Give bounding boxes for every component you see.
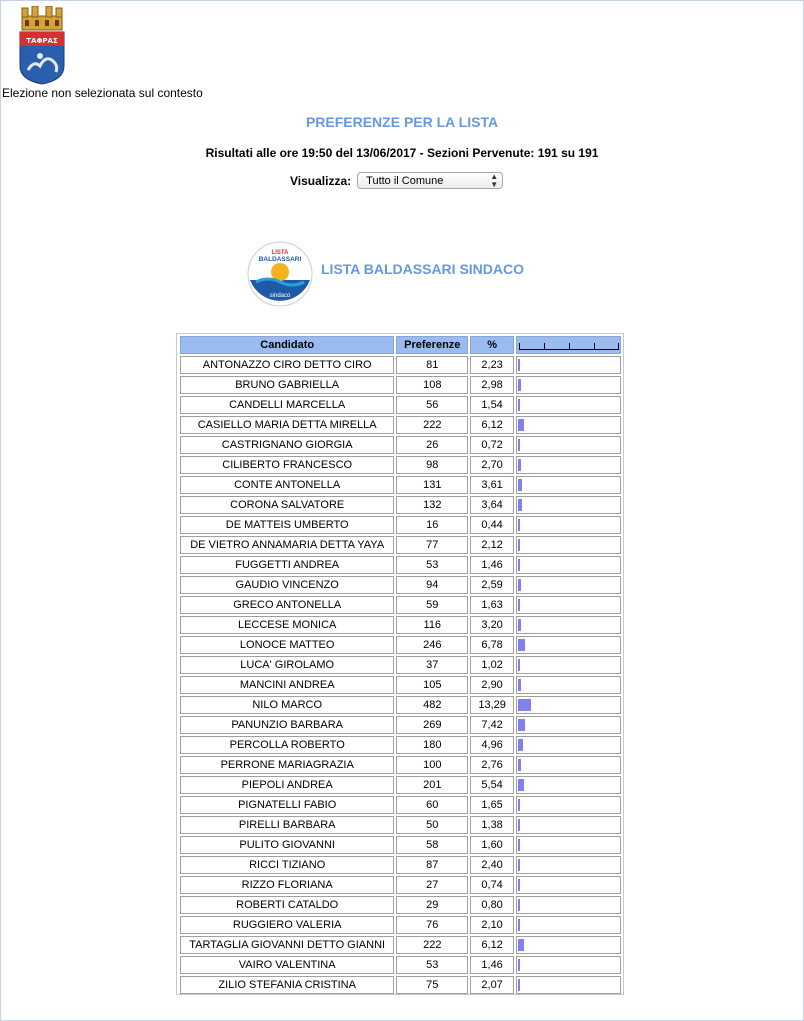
percent-bar xyxy=(518,679,521,691)
candidate-preferences: 81 xyxy=(396,356,468,374)
candidate-name: FUGGETTI ANDREA xyxy=(180,556,394,574)
area-select-value: Tutto il Comune xyxy=(366,174,444,187)
candidate-bar-cell xyxy=(516,676,621,694)
percent-bar xyxy=(518,439,520,451)
candidate-name: PERRONE MARIAGRAZIA xyxy=(180,756,394,774)
percent-bar xyxy=(518,959,520,971)
table-row xyxy=(180,716,621,734)
candidate-percent: 1,65 xyxy=(470,796,514,814)
logo-mid-text: BALDASSARI xyxy=(258,256,302,263)
results-status: Risultati alle ore 19:50 del 13/06/2017 - Sezioni Pervenute: 191 su 191 xyxy=(205,146,599,160)
candidate-preferences: 246 xyxy=(396,636,468,654)
candidate-percent: 0,80 xyxy=(470,896,514,914)
percent-bar xyxy=(518,639,525,651)
percent-bar xyxy=(518,739,523,751)
candidate-preferences: 201 xyxy=(396,776,468,794)
candidate-bar-cell xyxy=(516,616,621,634)
header-candidato: Candidato xyxy=(180,336,394,354)
percent-bar xyxy=(518,519,520,531)
table-row xyxy=(180,376,621,394)
table-row xyxy=(180,556,621,574)
candidate-preferences: 131 xyxy=(396,476,468,494)
percent-bar xyxy=(518,399,520,411)
candidate-preferences: 100 xyxy=(396,756,468,774)
table-row xyxy=(180,476,621,494)
candidate-preferences: 222 xyxy=(396,416,468,434)
candidate-preferences: 16 xyxy=(396,516,468,534)
candidate-name: CASTRIGNANO GIORGIA xyxy=(180,436,394,454)
candidate-name: ROBERTI CATALDO xyxy=(180,896,394,914)
candidate-name: PIRELLI BARBARA xyxy=(180,816,394,834)
candidate-preferences: 56 xyxy=(396,396,468,414)
percent-bar xyxy=(518,539,520,551)
table-row xyxy=(180,856,621,874)
table-row xyxy=(180,416,621,434)
candidate-preferences: 58 xyxy=(396,836,468,854)
candidate-name: RUGGIERO VALERIA xyxy=(180,916,394,934)
candidate-preferences: 37 xyxy=(396,656,468,674)
table-row xyxy=(180,636,621,654)
table-row xyxy=(180,916,621,934)
percent-bar xyxy=(518,939,524,951)
candidate-bar-cell xyxy=(516,876,621,894)
candidate-bar-cell xyxy=(516,916,621,934)
candidate-preferences: 108 xyxy=(396,376,468,394)
candidate-bar-cell xyxy=(516,356,621,374)
candidate-bar-cell xyxy=(516,856,621,874)
crown-icon xyxy=(22,6,62,30)
table-row xyxy=(180,836,621,854)
candidate-name: GRECO ANTONELLA xyxy=(180,596,394,614)
percent-bar xyxy=(518,359,520,371)
candidate-bar-cell xyxy=(516,796,621,814)
candidate-percent: 0,74 xyxy=(470,876,514,894)
candidate-bar-cell xyxy=(516,956,621,974)
candidate-name: CORONA SALVATORE xyxy=(180,496,394,514)
percent-bar xyxy=(518,919,520,931)
candidate-percent: 2,59 xyxy=(470,576,514,594)
candidate-name: DE VIETRO ANNAMARIA DETTA YAYA xyxy=(180,536,394,554)
candidate-name: PERCOLLA ROBERTO xyxy=(180,736,394,754)
table-row xyxy=(180,436,621,454)
candidate-bar-cell xyxy=(516,776,621,794)
view-filter xyxy=(290,172,503,189)
table-row xyxy=(180,356,621,374)
shield-icon xyxy=(20,32,64,84)
candidate-percent: 6,78 xyxy=(470,636,514,654)
candidate-percent: 0,72 xyxy=(470,436,514,454)
candidate-percent: 2,07 xyxy=(470,976,514,994)
candidate-percent: 1,46 xyxy=(470,556,514,574)
page-title: PREFERENZE PER LA LISTA xyxy=(305,114,499,130)
context-message: Elezione non selezionata sul contesto xyxy=(2,86,203,100)
candidate-percent: 1,54 xyxy=(470,396,514,414)
candidate-preferences: 29 xyxy=(396,896,468,914)
candidate-percent: 2,23 xyxy=(470,356,514,374)
percent-bar xyxy=(518,779,524,791)
table-row xyxy=(180,516,621,534)
crest-text: ΤΑΦΡΑΣ xyxy=(26,37,58,45)
candidate-bar-cell xyxy=(516,496,621,514)
percent-bar xyxy=(518,479,522,491)
candidate-bar-cell xyxy=(516,756,621,774)
percent-bar xyxy=(518,819,520,831)
candidate-preferences: 53 xyxy=(396,956,468,974)
candidate-bar-cell xyxy=(516,896,621,914)
table-row xyxy=(180,396,621,414)
candidate-bar-cell xyxy=(516,716,621,734)
percent-bar xyxy=(518,839,520,851)
candidate-percent: 2,12 xyxy=(470,536,514,554)
candidate-name: CANDELLI MARCELLA xyxy=(180,396,394,414)
table-row xyxy=(180,796,621,814)
candidate-bar-cell xyxy=(516,416,621,434)
candidate-bar-cell xyxy=(516,696,621,714)
candidate-name: PIEPOLI ANDREA xyxy=(180,776,394,794)
table-row xyxy=(180,876,621,894)
candidate-name: LECCESE MONICA xyxy=(180,616,394,634)
candidate-preferences: 132 xyxy=(396,496,468,514)
candidate-bar-cell xyxy=(516,636,621,654)
candidate-percent: 2,40 xyxy=(470,856,514,874)
candidate-preferences: 77 xyxy=(396,536,468,554)
candidate-bar-cell xyxy=(516,936,621,954)
candidate-preferences: 180 xyxy=(396,736,468,754)
table-row xyxy=(180,536,621,554)
logo-top-text: LISTA xyxy=(271,250,289,256)
candidate-bar-cell xyxy=(516,516,621,534)
candidate-preferences: 75 xyxy=(396,976,468,994)
preferences-table-container xyxy=(176,333,624,995)
candidate-percent: 2,98 xyxy=(470,376,514,394)
percent-bar xyxy=(518,419,524,431)
candidate-name: LONOCE MATTEO xyxy=(180,636,394,654)
candidate-percent: 5,54 xyxy=(470,776,514,794)
candidate-name: MANCINI ANDREA xyxy=(180,676,394,694)
header-preferenze: Preferenze xyxy=(396,336,468,354)
percent-bar xyxy=(518,879,520,891)
candidate-bar-cell xyxy=(516,376,621,394)
candidate-bar-cell xyxy=(516,816,621,834)
table-row xyxy=(180,816,621,834)
percent-bar xyxy=(518,859,520,871)
percent-bar xyxy=(518,499,522,511)
percent-bar xyxy=(518,599,520,611)
candidate-percent: 1,38 xyxy=(470,816,514,834)
candidate-preferences: 98 xyxy=(396,456,468,474)
candidate-percent: 1,46 xyxy=(470,956,514,974)
percent-bar xyxy=(518,659,520,671)
percent-bar xyxy=(518,579,521,591)
list-logo xyxy=(246,240,314,308)
area-select[interactable] xyxy=(357,172,503,189)
candidate-name: CASIELLO MARIA DETTA MIRELLA xyxy=(180,416,394,434)
table-row xyxy=(180,936,621,954)
table-row xyxy=(180,616,621,634)
candidate-bar-cell xyxy=(516,596,621,614)
candidate-bar-cell xyxy=(516,396,621,414)
percent-bar xyxy=(518,459,521,471)
candidate-percent: 1,63 xyxy=(470,596,514,614)
candidate-name: PULITO GIOVANNI xyxy=(180,836,394,854)
table-row xyxy=(180,496,621,514)
percent-bar xyxy=(518,899,520,911)
percent-bar xyxy=(518,559,520,571)
candidate-name: NILO MARCO xyxy=(180,696,394,714)
header-bar-scale xyxy=(516,336,621,354)
candidate-bar-cell xyxy=(516,576,621,594)
candidate-percent: 6,12 xyxy=(470,936,514,954)
candidate-preferences: 482 xyxy=(396,696,468,714)
preferences-table xyxy=(178,334,623,996)
view-label: Visualizza: xyxy=(290,173,352,188)
list-name: LISTA BALDASSARI SINDACO xyxy=(321,261,524,277)
candidate-preferences: 27 xyxy=(396,876,468,894)
candidate-name: ZILIO STEFANIA CRISTINA xyxy=(180,976,394,994)
bar-scale-axis xyxy=(519,339,619,351)
percent-bar xyxy=(518,619,521,631)
candidate-bar-cell xyxy=(516,456,621,474)
candidate-percent: 2,76 xyxy=(470,756,514,774)
candidate-bar-cell xyxy=(516,976,621,994)
candidate-preferences: 50 xyxy=(396,816,468,834)
candidate-name: RIZZO FLORIANA xyxy=(180,876,394,894)
candidate-preferences: 59 xyxy=(396,596,468,614)
candidate-percent: 2,90 xyxy=(470,676,514,694)
table-row xyxy=(180,696,621,714)
candidate-name: CONTE ANTONELLA xyxy=(180,476,394,494)
table-row xyxy=(180,956,621,974)
select-arrows-icon: ▲ ▼ xyxy=(490,171,499,189)
candidate-percent: 0,44 xyxy=(470,516,514,534)
candidate-preferences: 105 xyxy=(396,676,468,694)
candidate-percent: 1,60 xyxy=(470,836,514,854)
table-row xyxy=(180,976,621,994)
candidate-preferences: 94 xyxy=(396,576,468,594)
table-row xyxy=(180,676,621,694)
table-row xyxy=(180,776,621,794)
table-row xyxy=(180,576,621,594)
candidate-preferences: 53 xyxy=(396,556,468,574)
table-header-row xyxy=(180,336,621,354)
table-row xyxy=(180,736,621,754)
percent-bar xyxy=(518,719,525,731)
candidate-bar-cell xyxy=(516,836,621,854)
candidate-percent: 1,02 xyxy=(470,656,514,674)
candidate-bar-cell xyxy=(516,536,621,554)
candidate-percent: 7,42 xyxy=(470,716,514,734)
candidate-bar-cell xyxy=(516,736,621,754)
candidate-percent: 3,64 xyxy=(470,496,514,514)
candidate-percent: 3,20 xyxy=(470,616,514,634)
candidate-preferences: 116 xyxy=(396,616,468,634)
candidate-name: VAIRO VALENTINA xyxy=(180,956,394,974)
percent-bar xyxy=(518,799,520,811)
table-row xyxy=(180,656,621,674)
candidate-bar-cell xyxy=(516,476,621,494)
table-row xyxy=(180,596,621,614)
candidate-name: BRUNO GABRIELLA xyxy=(180,376,394,394)
candidate-name: PIGNATELLI FABIO xyxy=(180,796,394,814)
table-row xyxy=(180,756,621,774)
candidate-percent: 2,70 xyxy=(470,456,514,474)
table-row xyxy=(180,896,621,914)
candidate-name: PANUNZIO BARBARA xyxy=(180,716,394,734)
percent-bar xyxy=(518,759,521,771)
header-percent: % xyxy=(470,336,514,354)
candidate-name: RICCI TIZIANO xyxy=(180,856,394,874)
table-row xyxy=(180,456,621,474)
candidate-percent: 6,12 xyxy=(470,416,514,434)
candidate-bar-cell xyxy=(516,436,621,454)
candidate-name: GAUDIO VINCENZO xyxy=(180,576,394,594)
candidate-preferences: 87 xyxy=(396,856,468,874)
city-crest-logo xyxy=(18,6,66,86)
candidate-preferences: 269 xyxy=(396,716,468,734)
candidate-name: LUCA' GIROLAMO xyxy=(180,656,394,674)
candidate-preferences: 60 xyxy=(396,796,468,814)
candidate-bar-cell xyxy=(516,556,621,574)
candidate-name: TARTAGLIA GIOVANNI DETTO GIANNI xyxy=(180,936,394,954)
percent-bar xyxy=(518,379,521,391)
candidate-percent: 4,96 xyxy=(470,736,514,754)
candidate-bar-cell xyxy=(516,656,621,674)
candidate-name: CILIBERTO FRANCESCO xyxy=(180,456,394,474)
logo-bottom-text: sindaco xyxy=(269,293,291,299)
candidate-preferences: 222 xyxy=(396,936,468,954)
percent-bar xyxy=(518,979,520,991)
candidate-percent: 3,61 xyxy=(470,476,514,494)
candidate-percent: 2,10 xyxy=(470,916,514,934)
candidate-percent: 13,29 xyxy=(470,696,514,714)
candidate-name: DE MATTEIS UMBERTO xyxy=(180,516,394,534)
candidate-preferences: 76 xyxy=(396,916,468,934)
candidate-name: ANTONAZZO CIRO DETTO CIRO xyxy=(180,356,394,374)
candidate-preferences: 26 xyxy=(396,436,468,454)
percent-bar xyxy=(518,699,531,711)
